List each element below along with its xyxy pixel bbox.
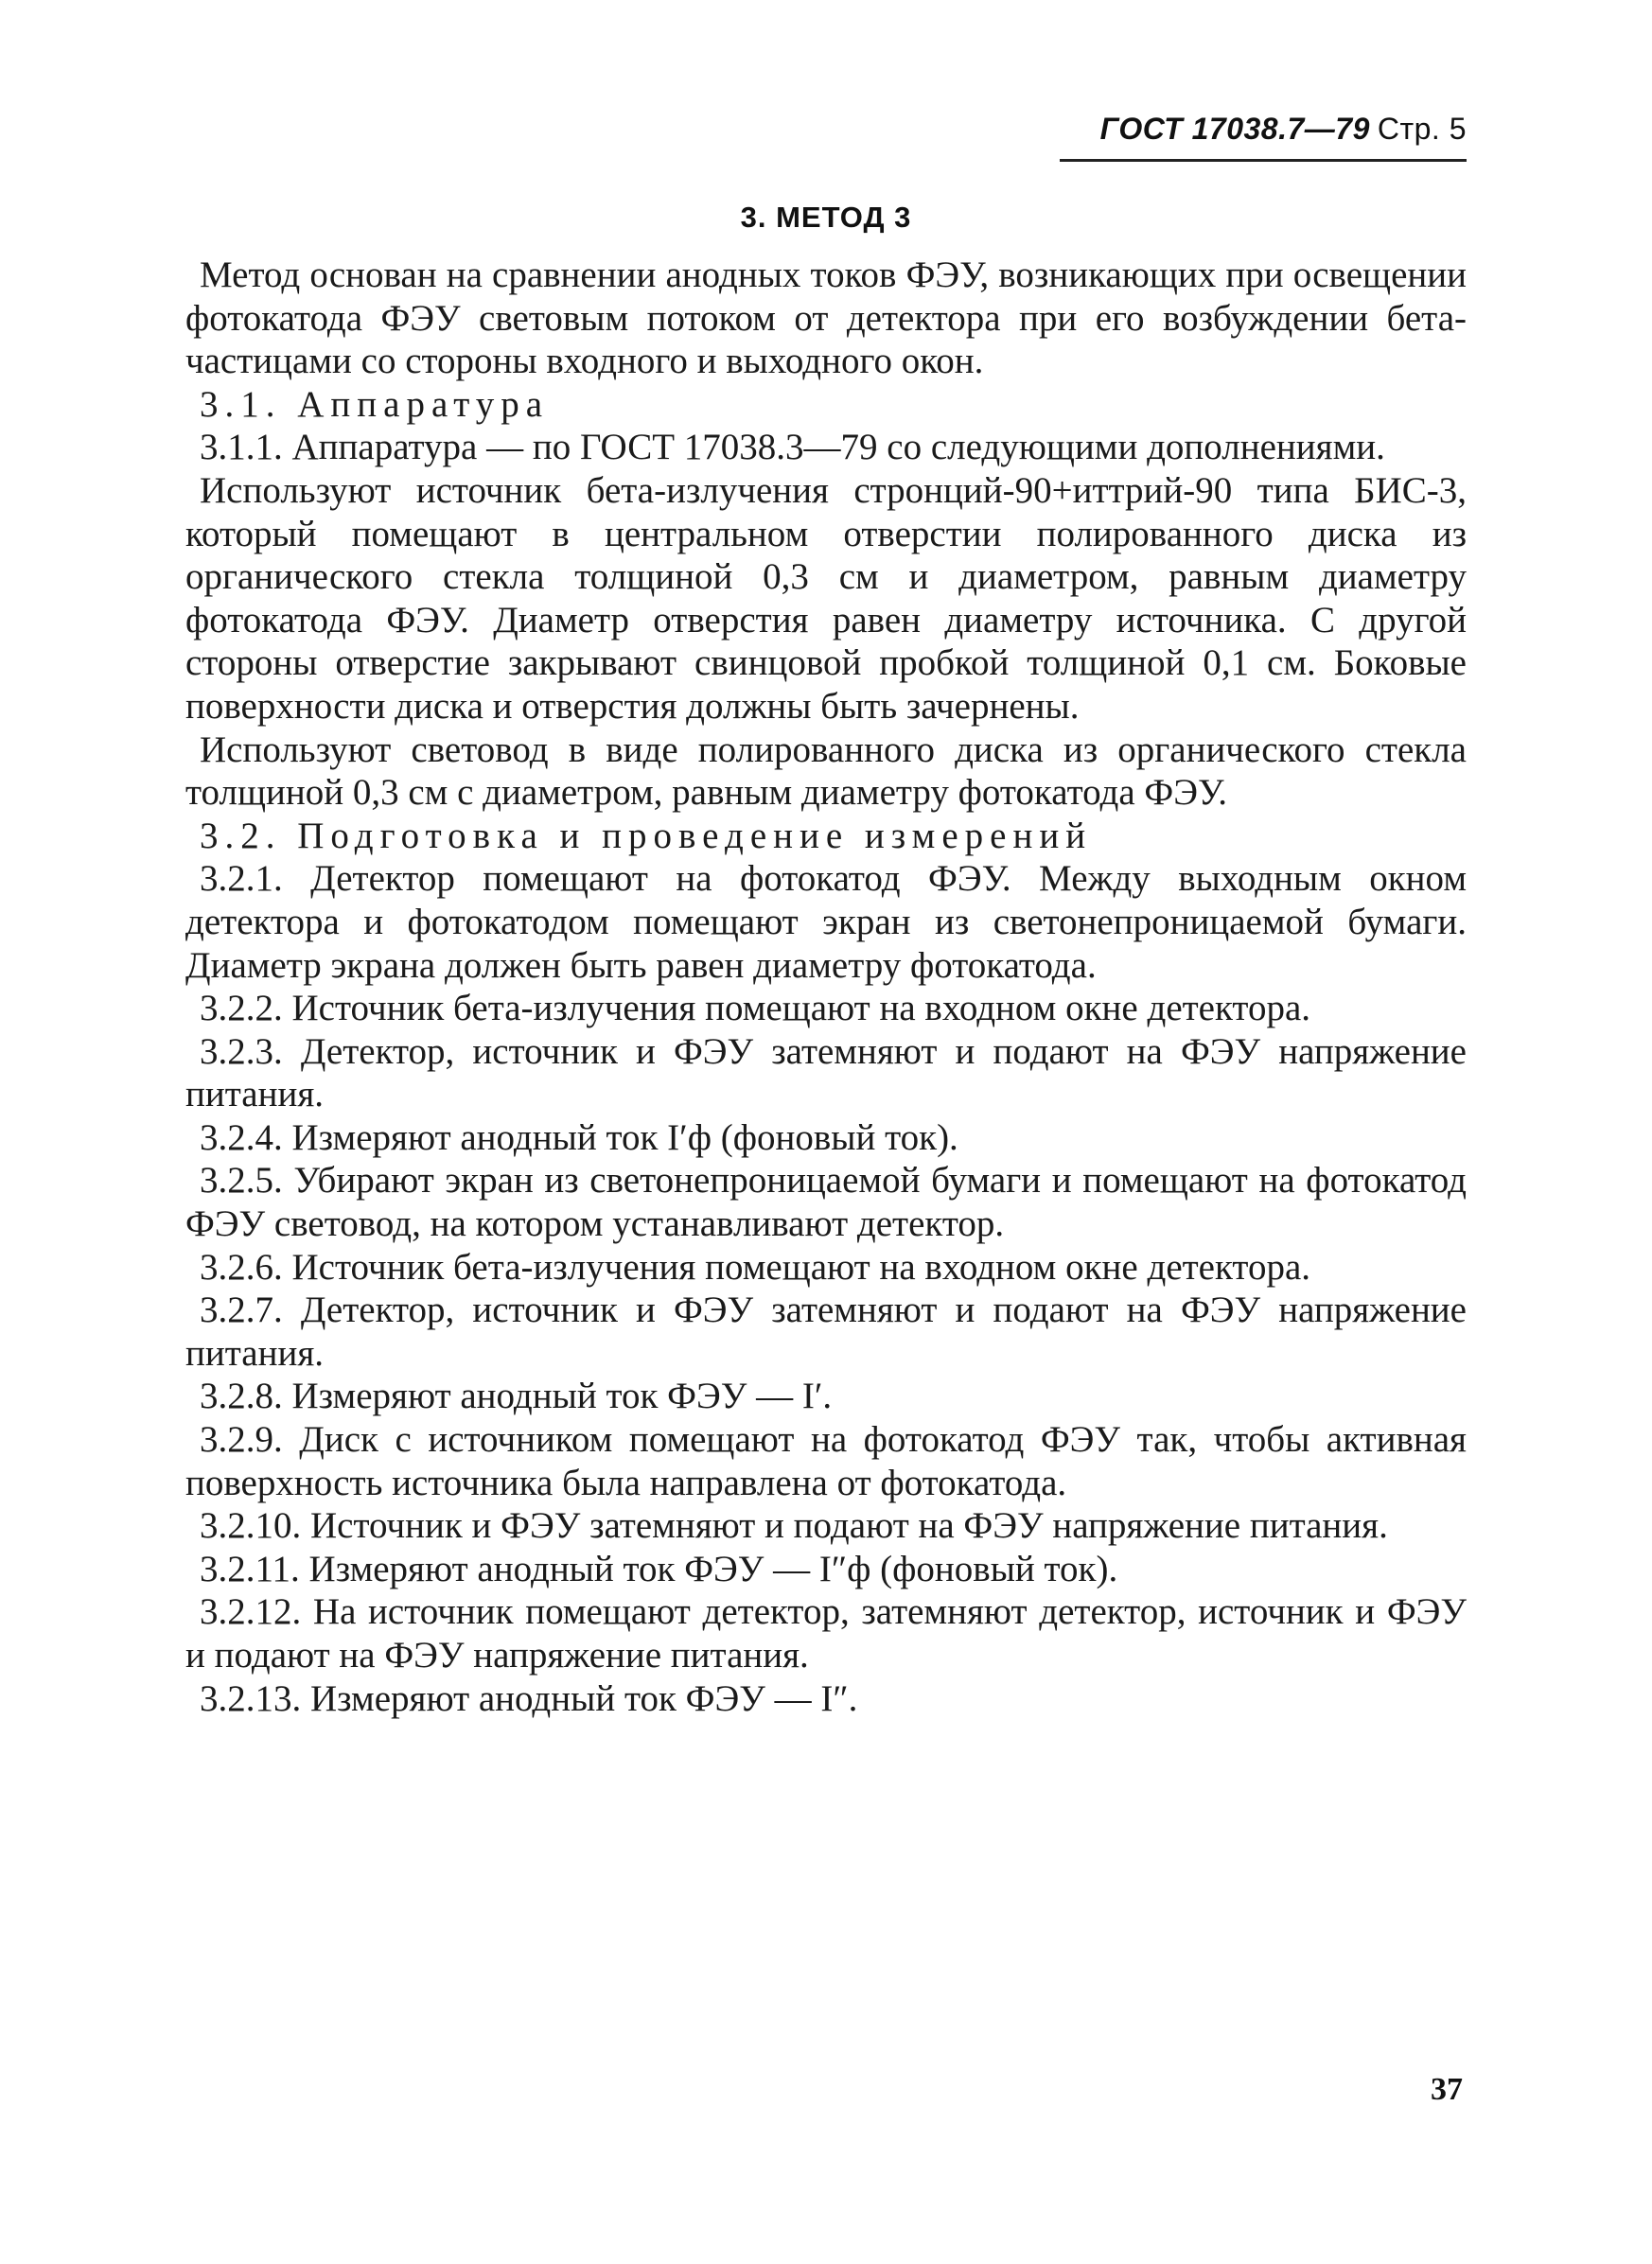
paragraph-source-description: Используют источник бета-излучения стронций-90+иттрий-90 типа БИС-3, который помещают в центральном отверстии полированного диска из органического стекла толщиной 0,3 см и диаметром, равным диаметру фотокатода ФЭУ. Диаметр отверстия равен диаметру источника. С другой стороны отверстие закрывают свинцовой пробкой толщиной 0,1 см. Боковые поверхности диска и отверстия должны быть зачернены. — [185, 469, 1467, 727]
subsection-heading-apparatus: 3.1. Аппаратура — [200, 383, 550, 425]
paragraph-3-2-4: 3.2.4. Измеряют анодный ток I′ф (фоновый ток). — [200, 1116, 958, 1158]
paragraph-3-2-12: 3.2.12. На источник помещают детектор, затемняют детектор, источник и ФЭУ и подают на ФЭУ напряжение питания. — [185, 1591, 1467, 1676]
page-number: 37 — [1431, 2072, 1463, 2107]
subsection-heading-measurement: 3.2. Подготовка и проведение измерений — [200, 815, 1093, 856]
paragraph-3-2-8: 3.2.8. Измеряют анодный ток ФЭУ — I′. — [200, 1376, 833, 1417]
running-header — [1100, 112, 1467, 147]
header-rule — [1060, 159, 1467, 162]
paragraph-3-2-9: 3.2.9. Диск с источником помещают на фотокатод ФЭУ так, чтобы активная поверхность источника была направлена от фотокатода. — [185, 1419, 1467, 1503]
paragraph-method-intro: Метод основан на сравнении анодных токов ФЭУ, возникающих при освещении фотокатода ФЭУ световым потоком от детектора при его возбуждении бета-частицами со стороны входного и выходного окон. — [185, 254, 1467, 382]
header-page-label: Стр. 5 — [1377, 112, 1467, 146]
paragraph-3-2-1: 3.2.1. Детектор помещают на фотокатод ФЭУ. Между выходным окном детектора и фотокатодом помещают экран из светонепроницаемой бумаги. Диаметр экрана должен быть равен диаметру фотокатода. — [185, 858, 1467, 986]
paragraph-3-2-6: 3.2.6. Источник бета-излучения помещают на входном окне детектора. — [200, 1246, 1311, 1288]
body-text — [185, 254, 1467, 1720]
paragraph-3-2-5: 3.2.5. Убирают экран из светонепроницаемой бумаги и помещают на фотокатод ФЭУ световод, на котором устанавливают детектор. — [185, 1160, 1467, 1245]
section-title: 3. МЕТОД 3 — [740, 201, 912, 234]
header-standard: ГОСТ 17038.7—79 — [1099, 112, 1370, 146]
paragraph-3-2-3: 3.2.3. Детектор, источник и ФЭУ затемняют и подают на ФЭУ напряжение питания. — [185, 1030, 1467, 1115]
paragraph-3-2-2: 3.2.2. Источник бета-излучения помещают на входном окне детектора. — [200, 988, 1311, 1029]
paragraph-3-2-7: 3.2.7. Детектор, источник и ФЭУ затемняют и подают на ФЭУ напряжение питания. — [185, 1290, 1467, 1374]
paragraph-3-2-10: 3.2.10. Источник и ФЭУ затемняют и подают на ФЭУ напряжение питания. — [200, 1505, 1388, 1547]
paragraph-3-1-1: 3.1.1. Аппаратура — по ГОСТ 17038.3—79 со следующими дополнениями. — [200, 427, 1385, 468]
paragraph-3-2-13: 3.2.13. Измеряют анодный ток ФЭУ — I″. — [200, 1677, 858, 1719]
paragraph-3-2-11: 3.2.11. Измеряют анодный ток ФЭУ — I″ф (фоновый ток). — [200, 1548, 1118, 1589]
paragraph-lightguide: Используют световод в виде полированного диска из органического стекла толщиной 0,3 см с диаметром, равным диаметру фотокатода ФЭУ. — [185, 728, 1467, 814]
